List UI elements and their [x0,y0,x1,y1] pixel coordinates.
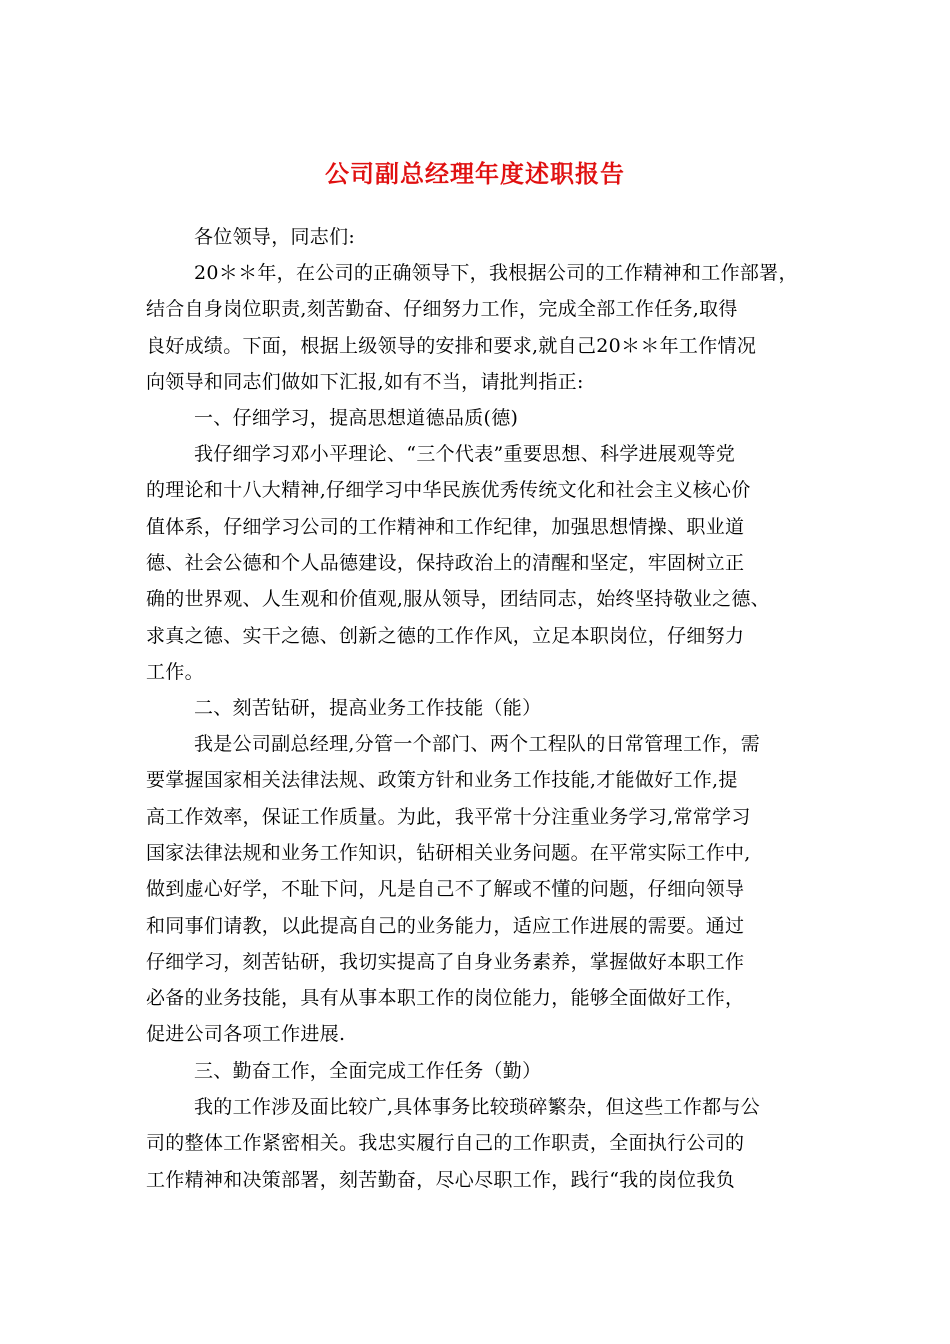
body-line: 结合自身岗位职责,刻苦勤奋、仔细努力工作，完成全部工作任务,取得 [146,298,738,320]
body-line: 司的整体工作紧密相关。我忠实履行自己的工作职责，全面执行公司的 [146,1132,745,1154]
body-line: 促进公司各项工作进展. [146,1023,346,1045]
body-line: 国家法律法规和业务工作知识，钻研相关业务问题。在平常实际工作中, [146,842,751,864]
section-heading: 一、仔细学习，提高思想道德品质(德) [194,407,519,429]
body-line: 求真之德、实干之德、创新之德的工作作风，立足本职岗位，仔细努力 [146,625,745,647]
body-line: 工作精神和决策部署，刻苦勤奋，尽心尽职工作，践行“我的岗位我负 [146,1169,736,1191]
body-line: 我的工作涉及面比较广,具体事务比较琐碎繁杂，但这些工作都与公 [194,1096,761,1118]
body-line: 良好成绩。下面，根据上级领导的安排和要求,就自己20＊＊年工作情况 [146,335,757,357]
body-line: 高工作效率，保证工作质量。为此，我平常十分注重业务学习,常常学习 [146,806,751,828]
body-line: 和同事们请教，以此提高自己的业务能力，适应工作进展的需要。通过 [146,915,745,937]
body-line: 工作。 [146,661,204,683]
body-line: 向领导和同志们做如下汇报,如有不当，请批判指正: [146,371,584,393]
body-line: 我是公司副总经理,分管一个部门、两个工程队的日常管理工作，需 [194,733,761,755]
body-line: 要掌握国家相关法律法规、政策方针和业务工作技能,才能做好工作,提 [146,769,738,791]
body-line: 做到虚心好学，不耻下问，凡是自己不了解或不懂的问题，仔细向领导 [146,878,745,900]
body-line: 确的世界观、人生观和价值观,服从领导，团结同志，始终坚持敬业之德、 [146,588,770,610]
body-line: 各位领导，同志们: [194,226,356,248]
section-heading: 二、刻苦钻研，提高业务工作技能（能） [194,697,542,719]
body-line: 仔细学习，刻苦钻研，我切实提高了自身业务素养，掌握做好本职工作 [146,951,745,973]
body-line: 20＊＊年，在公司的正确领导下，我根据公司的工作精神和工作部署， [194,262,798,284]
body-line: 必备的业务技能，具有从事本职工作的岗位能力，能够全面做好工作， [146,987,745,1009]
body-line: 值体系，仔细学习公司的工作精神和工作纪律，加强思想情操、职业道 [146,516,745,538]
body-line: 的理论和十八大精神,仔细学习中华民族优秀传统文化和社会主义核心价 [146,479,751,501]
document-title: 公司副总经理年度述职报告 [325,160,625,188]
section-heading: 三、勤奋工作，全面完成工作任务（勤） [194,1060,542,1082]
body-line: 我仔细学习邓小平理论、“三个代表”重要思想、科学进展观等党 [194,443,736,465]
body-line: 德、社会公德和个人品德建设，保持政治上的清醒和坚定，牢固树立正 [146,552,745,574]
